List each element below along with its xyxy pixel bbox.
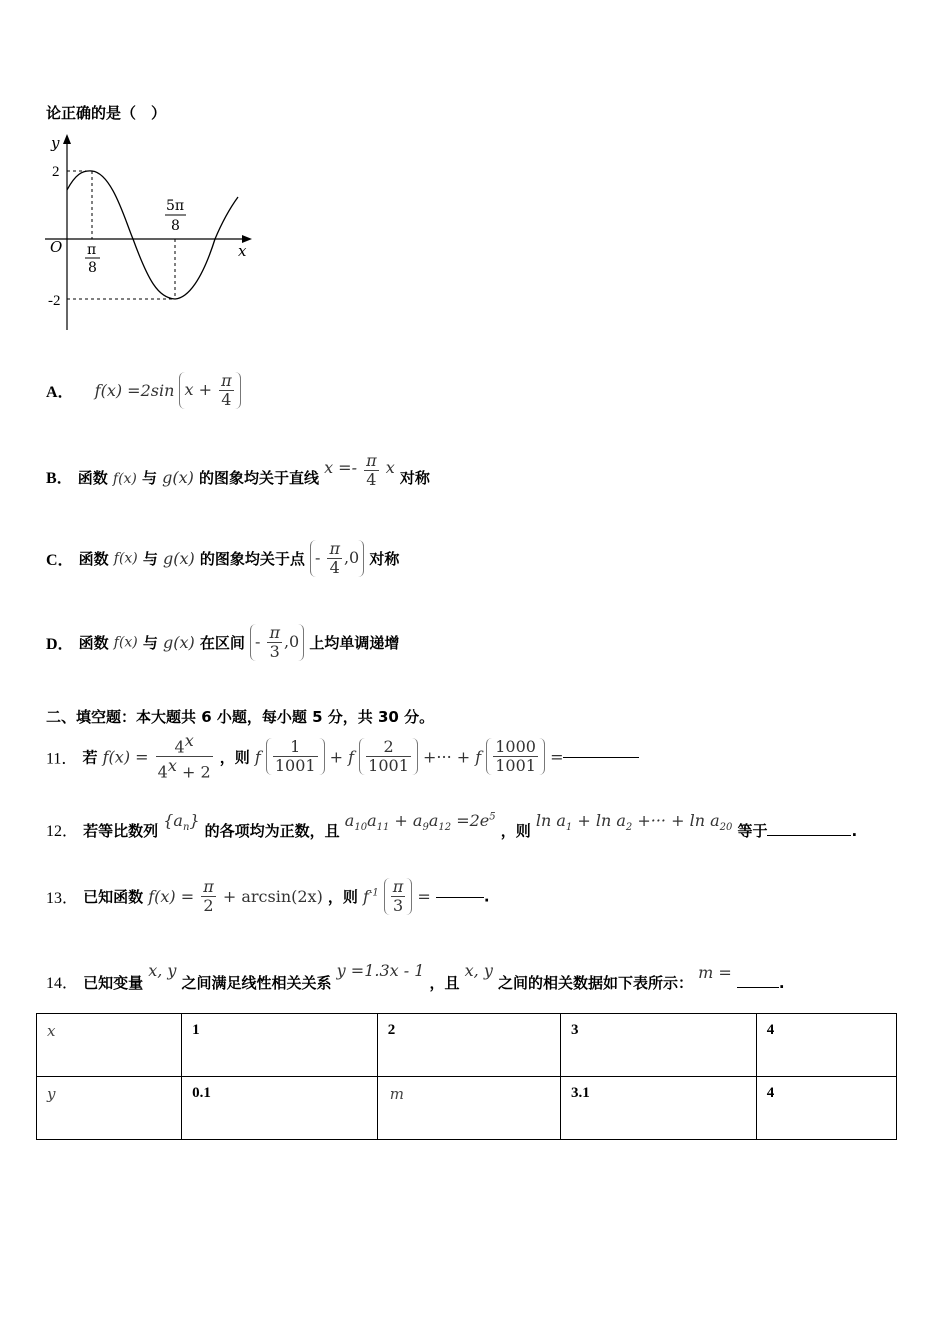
option-b[interactable]: B． 函数 f(x) 与 g(x) 的图象均关于直线 x =- $\frac{\pi}{4}$ x 对称	[46, 451, 430, 489]
question-11: 11． 若 f(x) = $\frac{4^x}{4^x + 2}$ ，则 f $\frac{1}{1001}$ + f $\frac{2}{1001}$ +··· + f $\frac{1000}{1001}$ =	[46, 732, 639, 782]
table-cell: 3.1	[561, 1077, 757, 1140]
y-min-label: -2	[48, 293, 61, 309]
x-tick2-den: 8	[171, 218, 180, 234]
table-cell: 3	[561, 1014, 757, 1077]
question-intro: 论正确的是（ ）	[46, 104, 167, 122]
table-cell: 4	[756, 1077, 896, 1140]
math-paren: - $\frac{\pi}{3}$ ,0	[250, 624, 304, 661]
math-fraction: $\frac{\pi}{3}$	[269, 623, 280, 661]
y-axis-arrow	[63, 134, 71, 144]
math-fraction: $\frac{\pi}{3}$	[392, 877, 404, 915]
origin-label: O	[50, 238, 63, 256]
sine-curve	[67, 171, 238, 299]
option-c[interactable]: C． 函数 f(x) 与 g(x) 的图象均关于点 - $\frac{\pi}{4}$ ,0 对称	[46, 539, 400, 577]
table-cell: 2	[377, 1014, 560, 1077]
question-13: 13． 已知函数 f(x) = $\frac{\pi}{2}$ + arcsin(2x) ，则 $f^{-1}$ $\frac{\pi}{3}$ = .	[46, 877, 490, 915]
answer-blank[interactable]	[563, 756, 639, 758]
table-cell: m	[377, 1077, 560, 1140]
table-cell: y	[37, 1077, 182, 1140]
math-fraction: $\frac{4^x}{4^x + 2}$	[157, 731, 211, 782]
math-fx: f(x) =2sin	[94, 381, 175, 400]
y-max-label: 2	[52, 164, 60, 180]
question-12: 12． 若等比数列 $\{a_n\}$ 的各项均为正数，且 $a_{10}a_{11} + a_9a_{12} =2e^5$ ，则 $\ln a_1 + \ln a_2$ +··· + $\ln a_{20}$ 等于 .	[46, 811, 858, 840]
answer-blank[interactable]	[767, 834, 851, 836]
math-fraction: $\frac{1000}{1001}$	[495, 737, 536, 776]
table-cell: 0.1	[182, 1077, 378, 1140]
option-label: A．	[46, 384, 74, 401]
table-cell: 4	[756, 1014, 896, 1077]
x-tick1-num: π	[87, 242, 97, 258]
answer-blank[interactable]	[737, 986, 779, 988]
table-row	[37, 1077, 897, 1140]
x-tick2-num: 5π	[166, 198, 185, 214]
math-fraction: $\frac{\pi}{4}$	[221, 371, 232, 409]
data-table	[36, 1013, 897, 1140]
math-fraction: $\frac{2}{1001}$	[368, 737, 409, 776]
section-heading: 二、填空题：本大题共 6 小题，每小题 5 分，共 30 分。	[46, 708, 435, 726]
table-cell: 1	[182, 1014, 378, 1077]
option-a[interactable]	[46, 372, 241, 409]
x-tick1-den: 8	[88, 260, 97, 276]
math-fraction: $\frac{\pi}{2}$	[203, 877, 214, 915]
math-fraction: $\frac{\pi}{4}$	[366, 451, 377, 489]
math-fraction: $\frac{\pi}{4}$	[329, 539, 340, 577]
math-paren: - $\frac{\pi}{4}$ ,0	[310, 540, 364, 577]
option-d[interactable]: D． 函数 f(x) 与 g(x) 在区间 - $\frac{\pi}{3}$ ,0 上均单调递增	[46, 623, 400, 661]
table-cell: x	[37, 1014, 182, 1077]
question-14: 14． 已知变量 x, y 之间满足线性相关关系 y =1.3x - 1 ，且 x, y 之间的相关数据如下表所示： m = .	[46, 961, 785, 992]
x-label: x	[238, 242, 247, 260]
math-paren: x + $\frac{\pi}{4}$	[179, 372, 240, 409]
y-label: y	[51, 134, 60, 152]
sine-graph	[40, 130, 260, 340]
answer-blank[interactable]	[436, 896, 484, 898]
math-fraction: $\frac{1}{1001}$	[274, 737, 316, 776]
table-row	[37, 1014, 897, 1077]
